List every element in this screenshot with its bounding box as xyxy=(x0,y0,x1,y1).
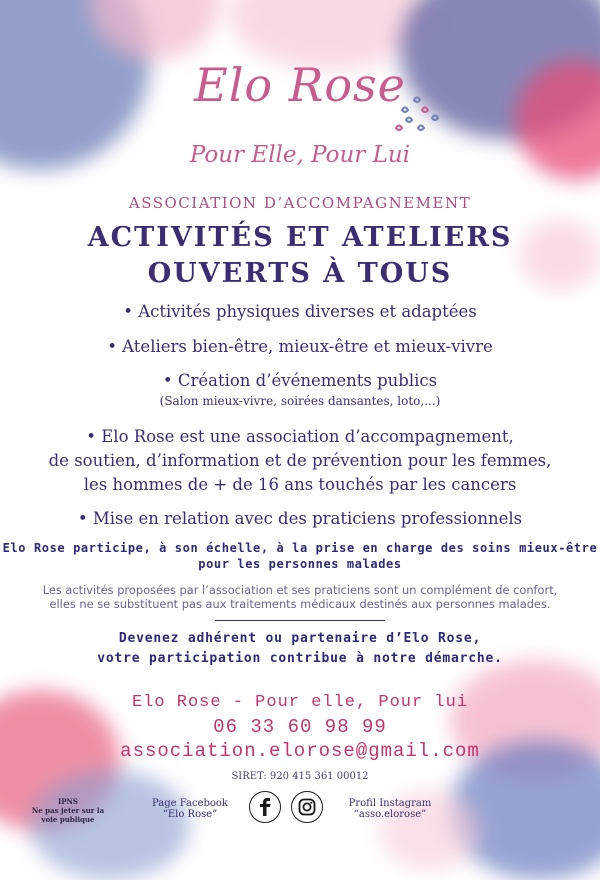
main-title-line1: ACTIVITÉS ET ATELIERS xyxy=(87,222,513,253)
facebook-name: “Elo Rose” xyxy=(162,809,218,820)
instagram-icon xyxy=(298,798,316,816)
subheading: ASSOCIATION D’ACCOMPAGNEMENT xyxy=(128,194,472,212)
facebook-label-block xyxy=(140,798,240,820)
bullet-events: • Création d’événements publics xyxy=(162,371,438,390)
cta-line1: Devenez adhérent ou partenaire d’Elo Rose, xyxy=(118,631,482,646)
main-title-line2: OUVERTS À TOUS xyxy=(147,258,453,289)
instagram-label: Profil Instagram xyxy=(348,798,432,809)
ipns-text: Ne pas jeter sur la voie publique xyxy=(31,805,105,824)
watercolor-bottom-left-blue xyxy=(30,770,190,880)
contact-phone[interactable]: 06 33 60 98 99 xyxy=(213,716,387,738)
bullet-activities: • Activités physiques diverses et adaptées xyxy=(123,302,477,321)
facebook-icon-button[interactable] xyxy=(249,791,281,823)
ipns-notice xyxy=(28,798,108,824)
instagram-icon-button[interactable] xyxy=(291,791,323,823)
instagram-label-block xyxy=(335,798,445,820)
siret: SIRET: 920 415 361 00012 xyxy=(231,771,369,782)
logo-title: Elo Rose xyxy=(194,58,406,112)
bullet-events-note: (Salon mieux-vivre, soirées dansantes, loto,...) xyxy=(159,394,441,408)
disclaimer-line1: Les activités proposées par l’association et ses praticiens sont un complément de confort, xyxy=(42,583,558,597)
facebook-label: Page Facebook xyxy=(152,798,228,809)
ipns-title: IPNS xyxy=(58,797,78,806)
contact-name: Elo Rose - Pour elle, Pour lui xyxy=(131,693,469,712)
bullet-practitioners: • Mise en relation avec des praticiens professionnels xyxy=(77,509,523,528)
bullet-association-line2: de soutien, d’information et de prévention pour les femmes, xyxy=(48,451,552,470)
bullet-association-line3: les hommes de + de 16 ans touchés par les cancers xyxy=(83,475,517,494)
contact-email[interactable]: association.elorose@gmail.com xyxy=(120,740,480,762)
ribbon-birds-icon xyxy=(392,92,452,142)
note-line2: pour les personnes malades xyxy=(198,557,402,571)
logo-tagline: Pour Elle, Pour Lui xyxy=(189,142,411,168)
note-line1: Elo Rose participe, à son échelle, à la prise en charge des soins mieux-être xyxy=(2,541,598,555)
cta-line2: votre participation contribue à notre démarche. xyxy=(97,651,503,666)
disclaimer-line2: elles ne se substituent pas aux traitements médicaux destinés aux personnes malades. xyxy=(49,597,551,611)
divider xyxy=(215,620,385,621)
facebook-icon xyxy=(258,798,272,816)
bullet-association-line1: • Elo Rose est une association d’accompagnement, xyxy=(86,427,514,446)
instagram-name: “asso.elorose” xyxy=(353,809,427,820)
bullet-workshops: • Ateliers bien-être, mieux-être et mieux-vivre xyxy=(107,337,493,356)
